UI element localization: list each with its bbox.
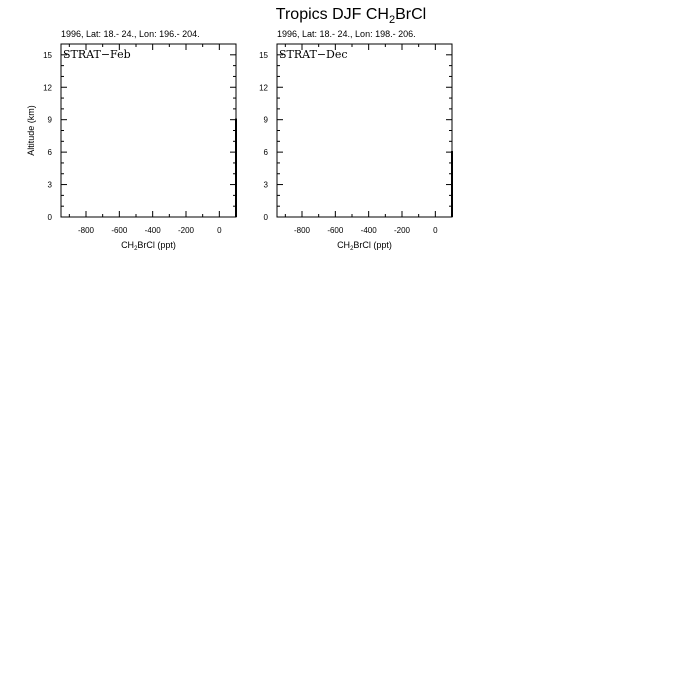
x-axis-label <box>337 240 392 252</box>
x-axis-label-tail: BrCl (ppt) <box>353 240 392 250</box>
x-axis-label-sub: 2 <box>134 246 138 252</box>
x-tick-label: -200 <box>177 226 195 235</box>
y-tick-label: 9 <box>47 115 52 125</box>
y-tick-label: 15 <box>43 50 52 60</box>
panel-subtitle: 1996, Lat: 18.- 24., Lon: 198.- 206. <box>277 29 416 39</box>
figure-title-tail: BrCl <box>395 6 427 23</box>
x-tick-label: -400 <box>144 226 161 235</box>
panel-annotation: STRAT−Feb <box>63 48 131 61</box>
y-tick-label: 3 <box>47 180 52 190</box>
y-tick-label: 3 <box>263 180 268 190</box>
y-tick-label: 12 <box>43 83 52 93</box>
x-axis-label-main: CH <box>337 240 351 250</box>
y-axis-label: Altitude (km) <box>26 105 36 156</box>
y-tick-label: 12 <box>259 83 268 93</box>
figure-title-main: Tropics DJF CH <box>275 6 389 23</box>
figure-title <box>276 6 426 26</box>
y-tick-label: 9 <box>263 115 268 125</box>
panel-annotation: STRAT−Dec <box>279 48 348 61</box>
y-tick-label: 0 <box>263 213 268 222</box>
plot-frame <box>61 44 236 217</box>
x-tick-label: 0 <box>433 226 438 235</box>
figure-title-sub: 2 <box>388 14 396 26</box>
x-axis-label-main: CH <box>121 240 135 250</box>
panel-subtitle: 1996, Lat: 18.- 24., Lon: 196.- 204. <box>61 29 200 39</box>
y-tick-label: 6 <box>263 148 268 158</box>
plot-frame <box>277 44 452 217</box>
y-tick-label: 6 <box>47 148 52 158</box>
panel-strat-feb <box>26 29 236 252</box>
x-axis-label <box>121 240 176 252</box>
x-tick-label: -400 <box>360 226 377 235</box>
x-tick-label: -200 <box>393 226 411 235</box>
x-tick-label: 0 <box>217 226 222 235</box>
y-tick-label: 0 <box>47 213 52 222</box>
panel-strat-dec <box>259 29 452 252</box>
y-tick-label: 15 <box>259 50 268 60</box>
x-tick-label: -600 <box>327 226 344 235</box>
x-axis-label-tail: BrCl (ppt) <box>137 240 176 250</box>
x-tick-label: -600 <box>111 226 128 235</box>
x-tick-label: -800 <box>293 226 311 235</box>
x-tick-label: -800 <box>77 226 95 235</box>
x-axis-label-sub: 2 <box>350 246 354 252</box>
